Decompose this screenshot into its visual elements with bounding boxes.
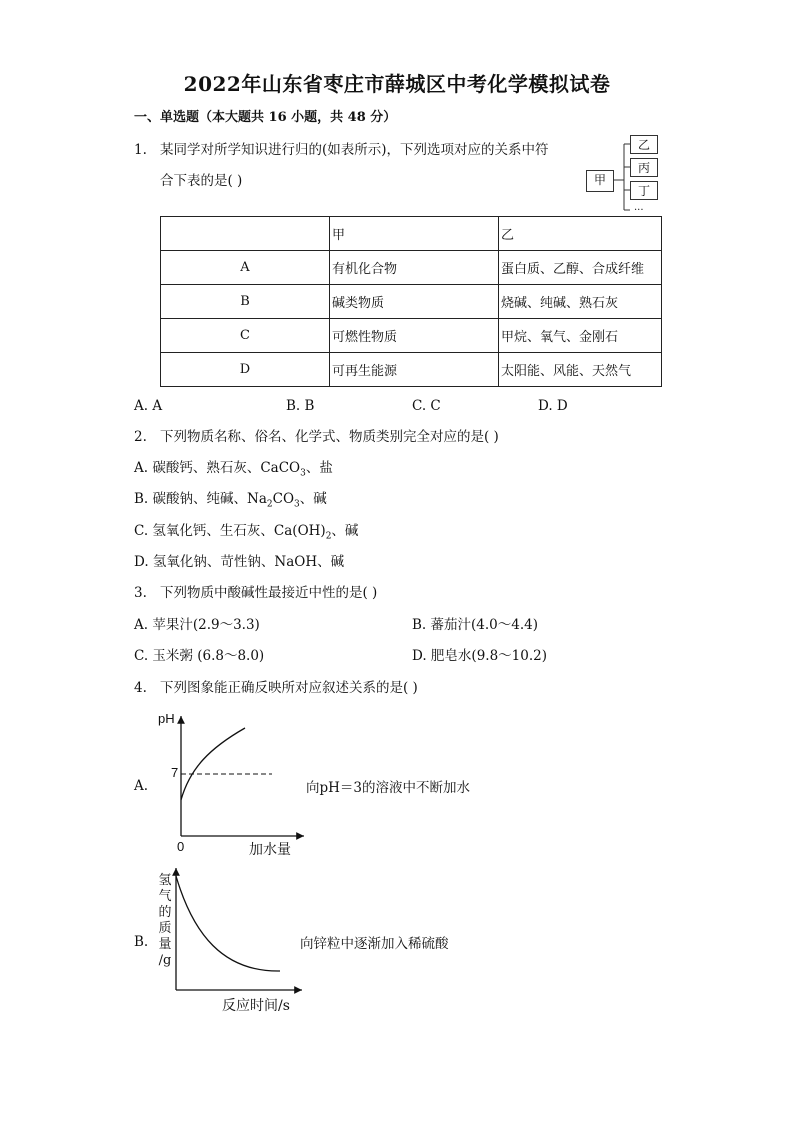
q1-text-line2: 合下表的是( ) (160, 173, 243, 189)
q4-b-y-char: 的 (158, 905, 172, 920)
q2-option-b-text-mid: CO (272, 491, 295, 507)
q2-option-c (134, 522, 358, 546)
q1-option-b: B. B (286, 398, 315, 414)
table-cell (161, 217, 330, 251)
q4-a-y-label: pH (158, 711, 175, 726)
q4-a-x-label: 加水量 (249, 842, 291, 858)
table-cell: 有机化合物 (330, 251, 499, 285)
table-row (161, 285, 662, 319)
q2-option-b-text: B. 碳酸钠、纯碱、Na (134, 491, 267, 507)
q3-option-d: D. 肥皂水(9.8～10.2) (412, 648, 547, 664)
q3-option-a: A. 苹果汁(2.9～3.3) (134, 617, 260, 633)
q3-number: 3. (134, 585, 147, 601)
q4-graph-b (168, 864, 308, 994)
table-cell: 可再生能源 (330, 353, 499, 387)
table-cell: 蛋白质、乙醇、合成纤维 (499, 251, 662, 285)
q1-diagram-root: 甲 (586, 170, 614, 192)
q1-number: 1. (134, 142, 147, 158)
q2-option-b-text-end: 、碱 (299, 491, 327, 507)
q2-option-a-sub: 3 (300, 468, 306, 479)
q1-option-d: D. D (538, 398, 568, 414)
table-cell: 烧碱、纯碱、熟石灰 (499, 285, 662, 319)
q2-text: 下列物质名称、俗名、化学式、物质类别完全对应的是( ) (160, 429, 499, 445)
table-row (161, 353, 662, 387)
table-cell: C (161, 319, 330, 353)
table-cell: 甲 (330, 217, 499, 251)
q4-number: 4. (134, 680, 147, 696)
q1-option-a: A. A (134, 398, 163, 414)
table-cell: A (161, 251, 330, 285)
q1-table (160, 216, 662, 387)
q2-option-a-text: A. 碳酸钙、熟石灰、CaCO (134, 460, 301, 476)
q1-text-line1: 某同学对所学知识进行归的(如表所示)，下列选项对应的关系中符 (160, 142, 549, 158)
q1-diagram (584, 134, 664, 216)
q4-option-a-label: A. (134, 778, 149, 794)
q1-diagram-branch-2: 丙 (630, 158, 658, 177)
q4-option-b-label: B. (134, 934, 149, 950)
q4-a-origin-label: 0 (177, 839, 185, 854)
q2-option-b-sub1: 2 (266, 499, 273, 510)
q4-b-y-char: 量 (158, 937, 172, 952)
hydrogen-curve (176, 876, 280, 971)
q2-option-c-text-end: 、碱 (331, 523, 359, 539)
table-row (161, 251, 662, 285)
q1-diagram-more: ... (634, 202, 644, 213)
q2-option-c-sub: 2 (325, 531, 332, 542)
q4-b-x-label: 反应时间/s (222, 998, 290, 1014)
table-cell: 甲烷、氧气、金刚石 (499, 319, 662, 353)
q2-option-a-text-end: 、盐 (305, 460, 333, 476)
q4-a-ref-label: 7 (171, 765, 179, 780)
q4-option-a-desc: 向pH＝3的溶液中不断加水 (306, 780, 471, 796)
q2-option-b (134, 490, 327, 514)
table-cell: 碱类物质 (330, 285, 499, 319)
q2-option-a (134, 459, 333, 483)
q1-option-c: C. C (412, 398, 441, 414)
table-cell: D (161, 353, 330, 387)
table-header-row (161, 217, 662, 251)
table-cell: 乙 (499, 217, 662, 251)
table-row (161, 319, 662, 353)
q2-number: 2. (134, 429, 147, 445)
q4-text: 下列图象能正确反映所对应叙述关系的是( ) (160, 680, 418, 696)
q2-option-d: D. 氢氧化钠、苛性钠、NaOH、碱 (134, 554, 345, 570)
q4-b-y-char: 质 (158, 921, 172, 936)
q3-option-c: C. 玉米粥 (6.8～8.0) (134, 648, 265, 664)
q4-b-y-char: 氢 (158, 873, 172, 888)
q1-diagram-branch-1: 乙 (630, 135, 658, 154)
ph-curve (181, 728, 245, 800)
q4-option-b-desc: 向锌粒中逐渐加入稀硫酸 (300, 936, 449, 952)
q4-graph-a (150, 708, 310, 860)
q2-option-b-sub2: 3 (294, 499, 300, 510)
table-cell: 太阳能、风能、天然气 (499, 353, 662, 387)
q3-text: 下列物质中酸碱性最接近中性的是( ) (160, 585, 378, 601)
table-cell: B (161, 285, 330, 319)
table-cell: 可燃性物质 (330, 319, 499, 353)
page-title: 2022年山东省枣庄市薛城区中考化学模拟试卷 (183, 72, 611, 96)
q3-option-b: B. 蕃茄汁(4.0～4.4) (412, 617, 538, 633)
q2-option-c-text: C. 氢氧化钙、生石灰、Ca(OH) (134, 523, 326, 539)
q1-diagram-branch-3: 丁 (630, 181, 658, 200)
q4-b-y-char: /g (158, 953, 172, 968)
section-heading: 一、单选题（本大题共 16 小题，共 48 分） (134, 110, 397, 125)
q4-b-y-char: 气 (158, 889, 172, 904)
